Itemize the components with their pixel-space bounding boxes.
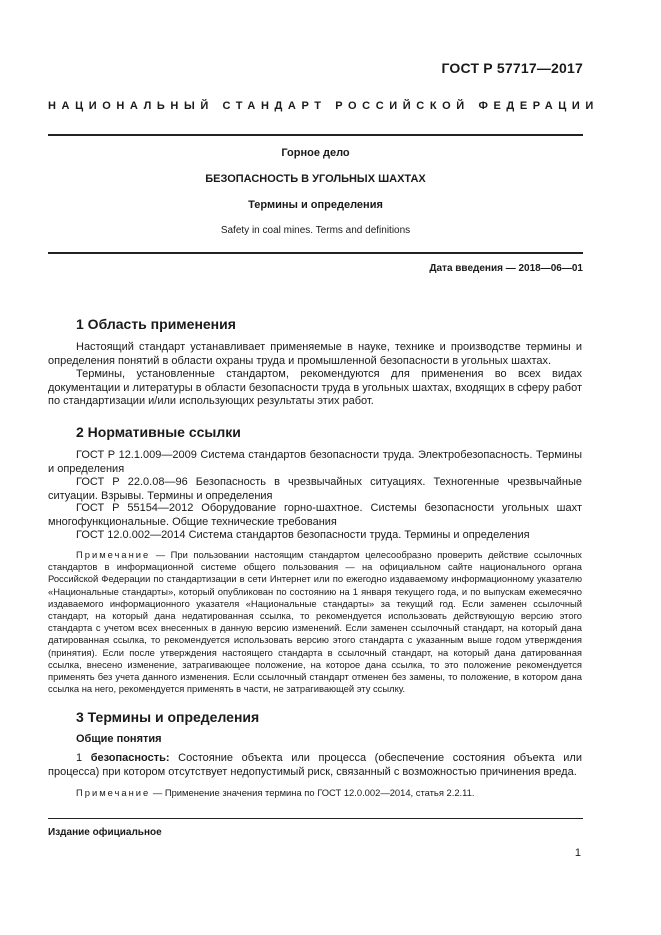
document-subtitle: Термины и определения [248,199,383,211]
section-1-paragraph-2: Термины, установленные стандартом, рекомендуются для применения во всех видах документации и литературы в области безопасности труда в угольных шахтах, входящих в сферу работ по стандартизации и/или использующих результаты этих работ. [48,368,582,407]
section-2-heading: 2 Нормативные ссылки [76,424,241,440]
general-concepts-subheading: Общие понятия [76,733,162,745]
note-label: Примечание [76,549,151,560]
normative-reference-2: ГОСТ Р 22.0.08—96 Безопасность в чрезвычайных ситуациях. Техногенные чрезвычайные ситуации. Взрывы. Термины и определения [48,476,582,502]
top-divider [48,134,583,136]
term-note-label: Примечание [76,787,151,798]
page-number: 1 [574,847,581,859]
introduction-date: Дата введения — 2018—06—01 [429,263,583,274]
term-name: безопасность: [90,752,170,764]
term-1-note [48,787,582,799]
title-divider [48,252,583,254]
english-title: Safety in coal mines. Terms and definitions [220,225,411,236]
footer-divider [48,818,583,819]
term-number: 1 [76,752,91,764]
gost-code: ГОСТ Р 57717—2017 [441,60,583,76]
subject-area: Горное дело [281,147,350,159]
section-1-heading: 1 Область применения [76,316,236,332]
term-definition: Состояние объекта или процесса (обеспечение состояния объекта или процесса) при котором отсутствует недопустимый риск, связанный с возможностью причинения вреда. [48,752,582,778]
normative-reference-1: ГОСТ Р 12.1.009—2009 Система стандартов безопасности труда. Электробезопасность. Термины и определения [48,449,582,475]
national-standard-banner: НАЦИОНАЛЬНЫЙ СТАНДАРТ РОССИЙСКОЙ ФЕДЕРАЦИИ [48,100,599,112]
term-note-text: — Применение значения термина по ГОСТ 12.0.002—2014, статья 2.2.11. [150,787,475,798]
section-1-paragraph-1: Настоящий стандарт устанавливает применяемые в науке, технике и производстве термины и определения понятий в области охраны труда и промышленной безопасности в угольных шахтах. [48,341,582,367]
section-3-heading: 3 Термины и определения [76,709,260,725]
normative-reference-4: ГОСТ 12.0.002—2014 Система стандартов безопасности труда. Термины и определения [76,529,530,541]
section-2-note [48,549,582,695]
normative-reference-3: ГОСТ Р 55154—2012 Оборудование горно-шахтное. Системы безопасности угольных шахт многофункциональные. Общие технические требования [48,502,582,528]
note-text: — При пользовании настоящим стандартом целесообразно проверить действие ссылочных стандартов в информационной системе общего пользования — на официальном сайте национального органа Российской Федерации по стандартизации в сети Интернет или по ежегодно издаваемому информационному указателю «Национальные стандарты», который опубликован по состоянию на 1 января текущего года, и по выпускам ежемесячно издаваемого информационного указателя «Национальные стандарты» за текущий год. Если заменен ссылочный стандарт, на который дана недатированная ссылка, то рекомендуется использовать действующую версию этого стандарта с учетом всех внесенных в данную версию изменений. Если заменен ссылочный стандарт, на который дана датированная ссылка, то рекомендуется использовать версию этого стандарта с указанным выше годом утверждения (принятия). Если после утверждения настоящего стандарта в ссылочный стандарт, на который дана датированная ссылка, внесено изменение, затрагивающее положение, на которое дана ссылка, то это положение рекомендуется применять без учета данного изменения. Если ссылочный стандарт отменен без замены, то положение, в котором дана ссылка на него, рекомендуется применять в части, не затрагивающей эту ссылку. [48,549,582,695]
term-1-entry [48,752,582,779]
document-title: БЕЗОПАСНОСТЬ В УГОЛЬНЫХ ШАХТАХ [205,173,426,185]
official-edition-label: Издание официальное [48,827,162,838]
